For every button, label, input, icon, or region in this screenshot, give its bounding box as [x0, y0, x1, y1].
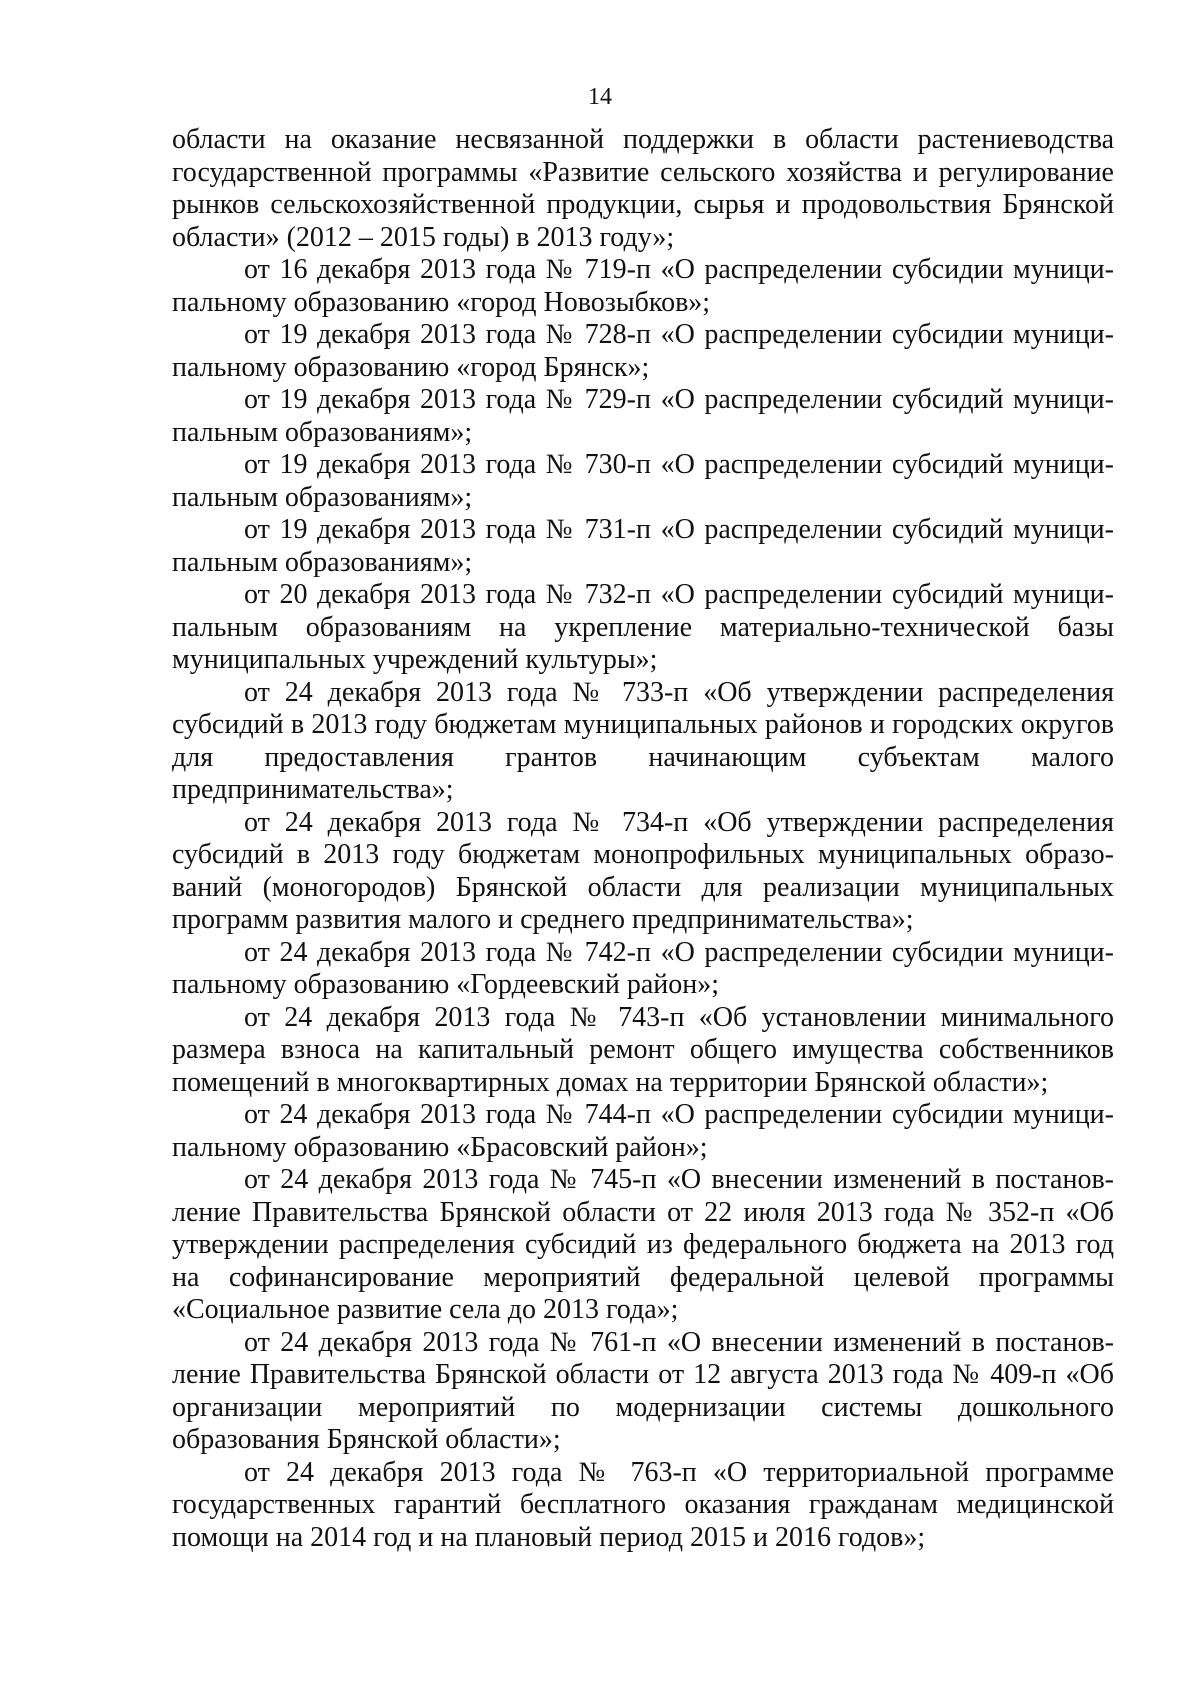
resolution-item-731: от 19 декабря 2013 года № 731-п «О распределении субсидий муниципальным образованиям»;: [172, 514, 1114, 578]
page-number: 14: [588, 84, 612, 110]
resolution-item-742: от 24 декабря 2013 года № 742-п «О распределении субсидии муниципальному образованию «Гордеевский район»;: [172, 936, 1114, 1000]
document-body: [172, 124, 1114, 1554]
resolution-item-761: от 24 декабря 2013 года № 761-п «О внесении изменений в постановление Правительства Брянской области от 12 августа 2013 года № 409-п «Об организации мероприятий по модернизации системы дошкольного образования Брянской области»;: [172, 1326, 1114, 1455]
resolution-item-744: от 24 декабря 2013 года № 744-п «О распределении субсидии муниципальному образованию «Брасовский район»;: [172, 1099, 1114, 1163]
resolution-item-763: от 24 декабря 2013 года № 763-п «О территориальной программе государственных гарантий бесплатного оказания гражданам медицинской помощи на 2014 год и на плановый период 2015 и 2016 годов»;: [172, 1456, 1114, 1553]
resolution-item-745: от 24 декабря 2013 года № 745-п «О внесении изменений в постановление Правительства Брянской области от 22 июля 2013 года № 352-п «Об утверждении распределения субсидий из федерального бюджета на 2013 год на софинансирование мероприятий федеральной целевой программы «Социальное развитие села до 2013 года»;: [172, 1164, 1114, 1325]
paragraph-continuation: области на оказание несвязанной поддержки в области растениеводства государственной программы «Развитие сельского хозяйства и регулирование рынков сельскохозяйственной продукции, сырья и продовольствия Брянской области» (2012 – 2015 годы) в 2013 году»;: [172, 124, 1114, 253]
resolution-item-728: от 19 декабря 2013 года № 728-п «О распределении субсидии муниципальному образованию «город Брянск»;: [172, 319, 1114, 383]
resolution-item-734: от 24 декабря 2013 года № 734-п «Об утверждении распределения субсидий в 2013 году бюджетам монопрофильных муниципальных образований (моногородов) Брянской области для реализации муниципальных программ развития малого и среднего предпринимательства»;: [172, 806, 1114, 935]
resolution-item-730: от 19 декабря 2013 года № 730-п «О распределении субсидий муниципальным образованиям»;: [172, 449, 1114, 513]
resolution-item-719: от 16 декабря 2013 года № 719-п «О распределении субсидии муниципальному образованию «город Новозыбков»;: [172, 254, 1114, 318]
resolution-item-732: от 20 декабря 2013 года № 732-п «О распределении субсидий муниципальным образованиям на укрепление материально-технической базы муниципальных учреждений культуры»;: [172, 579, 1114, 675]
resolution-item-743: от 24 декабря 2013 года № 743-п «Об установлении минимального размера взноса на капитальный ремонт общего имущества собственников помещений в многоквартирных домах на территории Брянской области»;: [172, 1001, 1114, 1098]
resolution-item-729: от 19 декабря 2013 года № 729-п «О распределении субсидий муниципальным образованиям»;: [172, 384, 1114, 448]
resolution-item-733: от 24 декабря 2013 года № 733-п «Об утверждении распределения субсидий в 2013 году бюджетам муниципальных районов и городских округов для предоставления грантов начинающим субъектам малого предпринимательства»;: [172, 676, 1114, 805]
